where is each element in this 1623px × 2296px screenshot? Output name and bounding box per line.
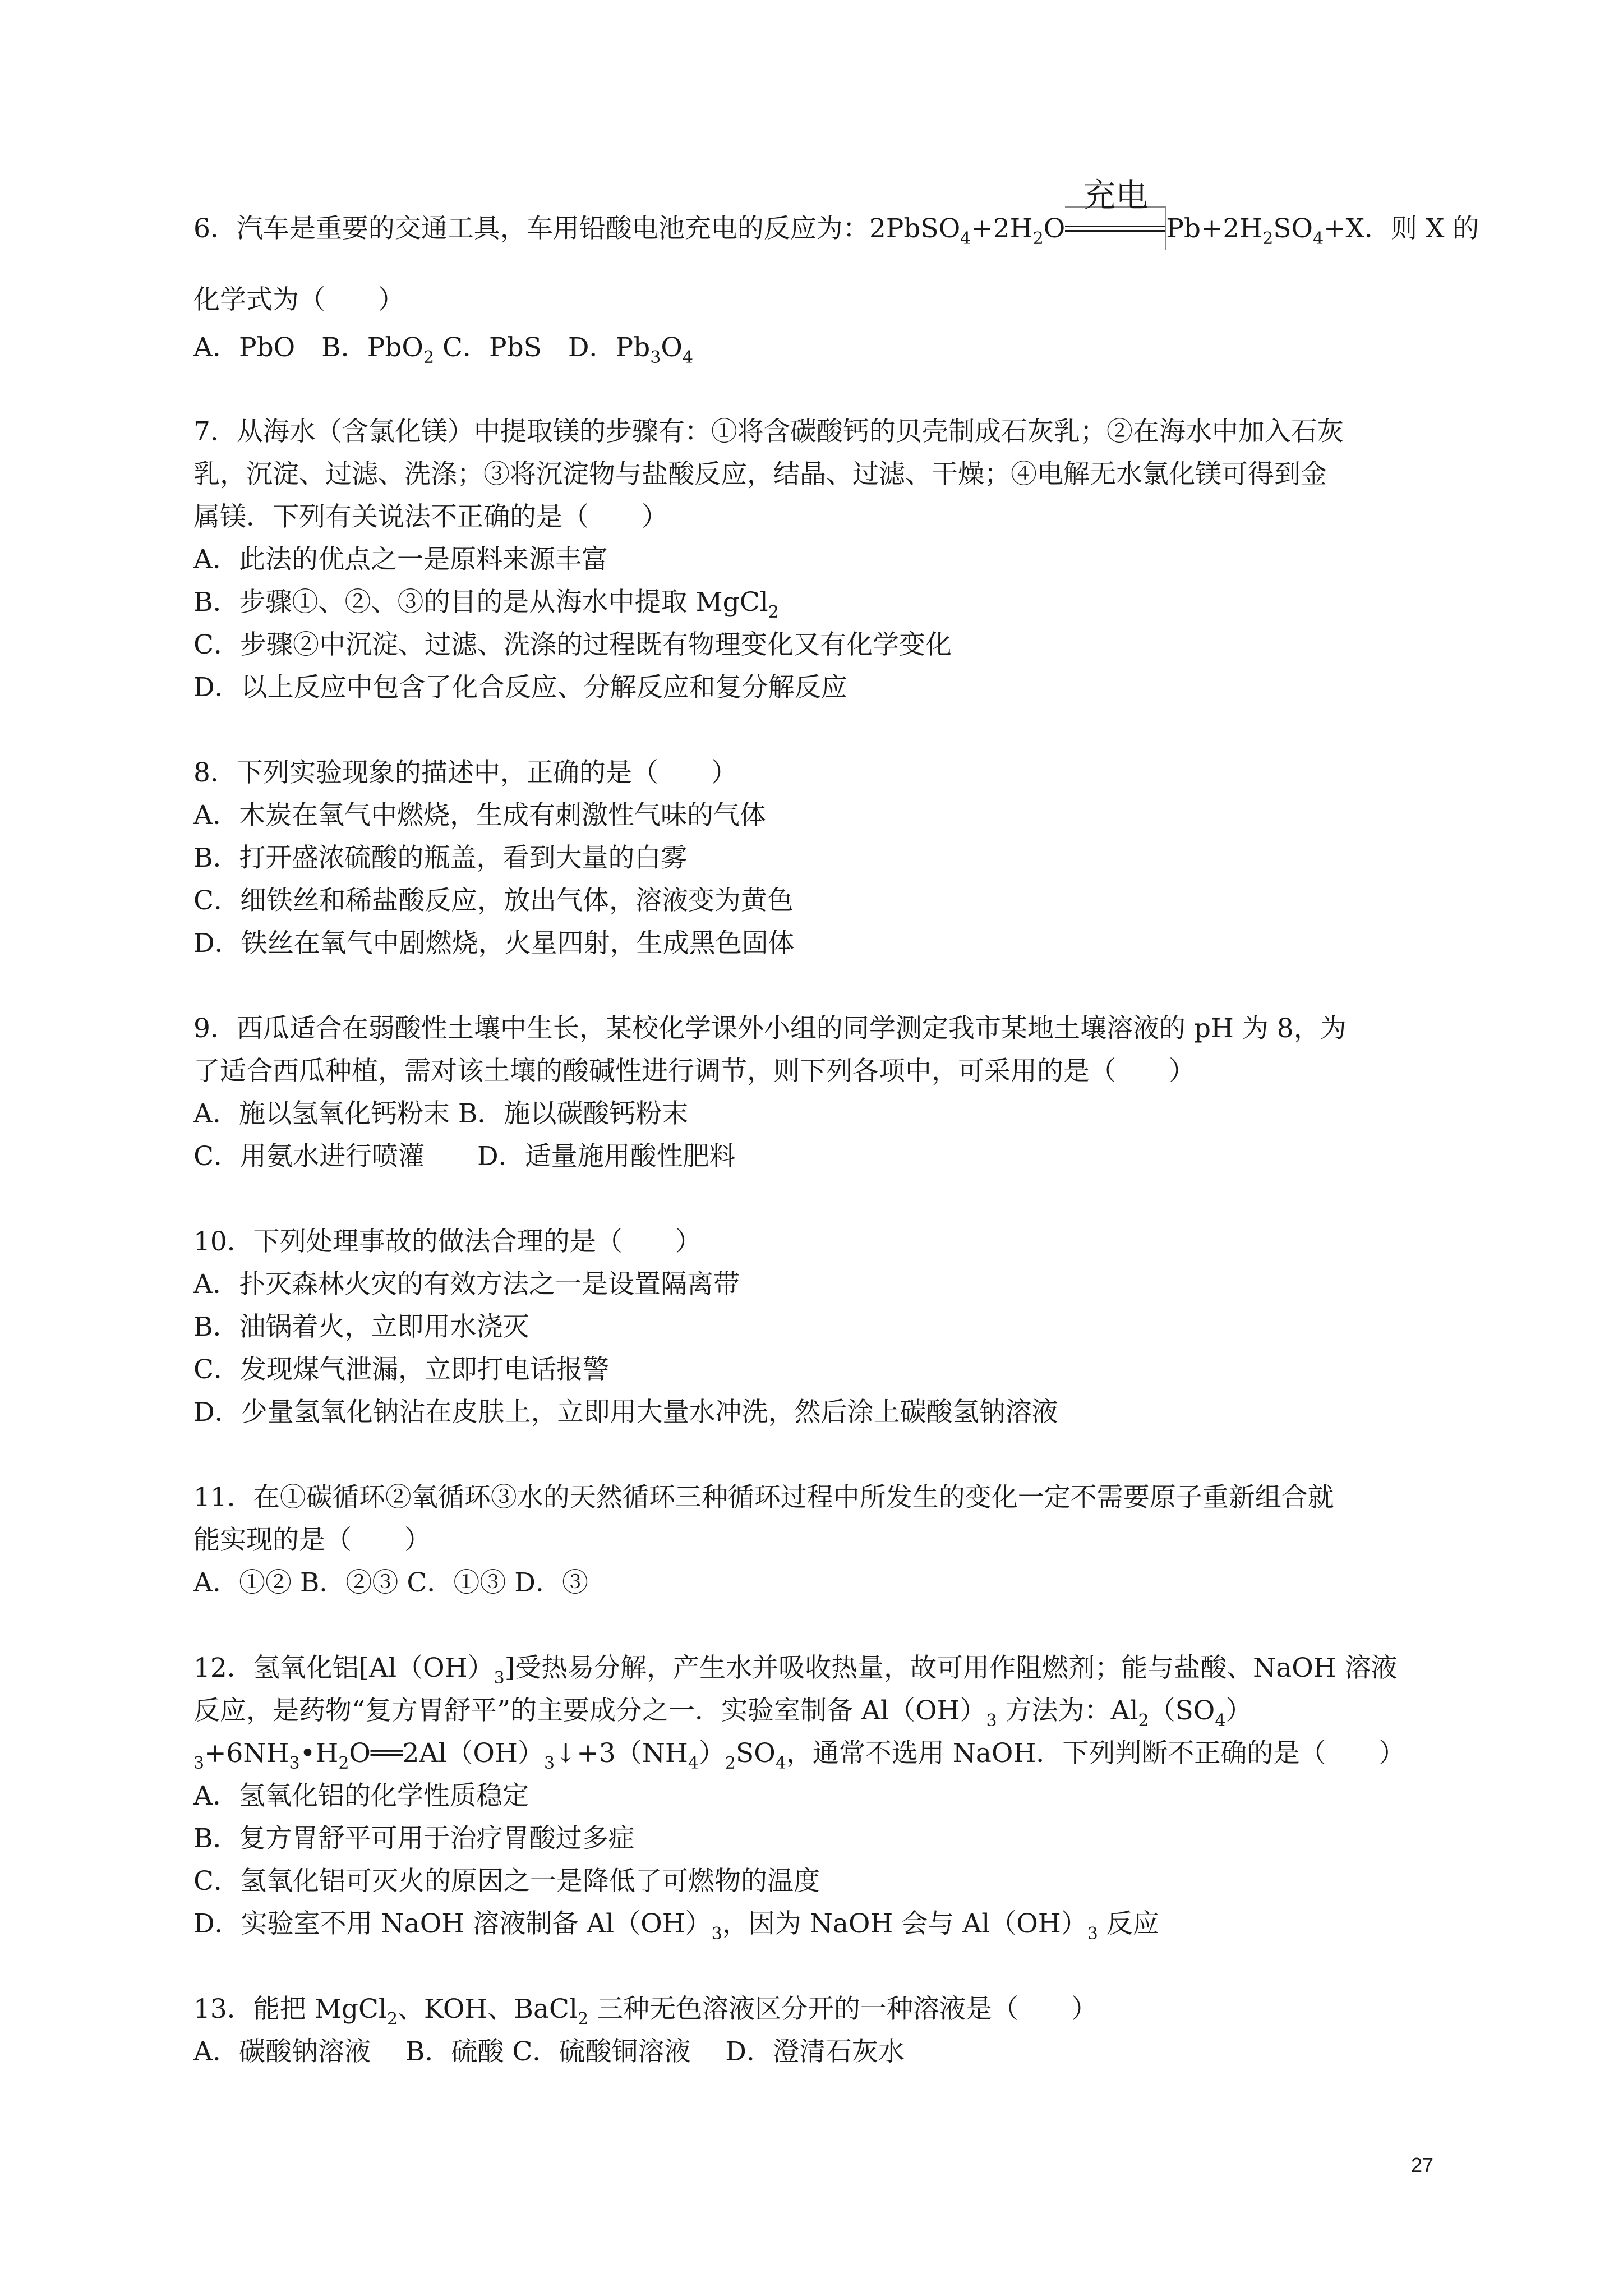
q13-options: A．碳酸钠溶液 B．硫酸 C．硫酸铜溶液 D．澄清石灰水 <box>193 2036 905 2067</box>
reaction-condition-label: 充电 <box>1083 176 1149 214</box>
subscript: 3 <box>494 1668 505 1688</box>
q10-option-c: C．发现煤气泄漏，立即打电话报警 <box>193 1354 609 1385</box>
q13-text: 13．能把 MgCl <box>193 1994 387 2024</box>
q8-option-d: D．铁丝在氧气中剧燃烧，火星四射，生成黑色固体 <box>193 928 795 959</box>
q11-stem-line-2: 能实现的是（ ） <box>193 1525 431 1556</box>
q12-text: 方法为：Al <box>997 1695 1138 1726</box>
q8-option-a: A．木炭在氧气中燃烧，生成有刺激性气味的气体 <box>193 800 766 831</box>
q6-option-text: O <box>661 332 683 363</box>
subscript: 3 <box>1087 1924 1098 1944</box>
q10-option-b: B．油锅着火，立即用水浇灭 <box>193 1312 529 1342</box>
subscript: 2 <box>1138 1711 1149 1731</box>
equals-bar-bottom <box>1065 230 1166 232</box>
q13-text: 、KOH、BaCl <box>398 1994 578 2024</box>
q8-option-c: C．细铁丝和稀盐酸反应，放出气体，溶液变为黄色 <box>193 885 794 916</box>
subscript: 3 <box>289 1754 300 1773</box>
equals-bar-top <box>1065 226 1166 227</box>
q9-stem-line-1: 9．西瓜适合在弱酸性土壤中生长，某校化学课外小组的同学测定我市某地土壤溶液的 pH 为 8，为 <box>193 1013 1347 1044</box>
q12-text: •H <box>299 1738 339 1769</box>
q9-options-ab: A．施以氢氧化钙粉末 B．施以碳酸钙粉末 <box>193 1098 689 1129</box>
q12-option-a: A．氢氧化铝的化学性质稳定 <box>193 1780 529 1811</box>
subscript: 2 <box>768 602 779 622</box>
subscript: 4 <box>682 348 693 367</box>
q12-text: ） <box>1225 1695 1252 1726</box>
q6-text: O <box>1043 213 1066 244</box>
subscript: 3 <box>543 1754 555 1773</box>
q8-stem: 8．下列实验现象的描述中，正确的是（ ） <box>193 757 737 788</box>
q6-text: Pb+2H <box>1166 213 1263 244</box>
q13-stem <box>193 1993 1098 2036</box>
q12-option-b: B．复方胃舒平可用于治疗胃酸过多症 <box>193 1823 635 1854</box>
subscript: 4 <box>775 1754 786 1773</box>
subscript: 3 <box>711 1924 722 1944</box>
subscript: 3 <box>650 348 661 367</box>
q11-stem-line-1: 11．在①碳循环②氧循环③水的天然循环三种循环过程中所发生的变化一定不需要原子重新组合就 <box>193 1482 1334 1513</box>
q6-stem-line-2: 化学式为（ ） <box>193 284 404 315</box>
q12-text: ，通常不选用 NaOH．下列判断不正确的是（ ） <box>786 1738 1405 1769</box>
q7-option-d: D．以上反应中包含了化合反应、分解反应和复分解反应 <box>193 672 847 703</box>
q6-text: +X．则 X 的 <box>1324 213 1479 244</box>
q12-option-d-text: 反应 <box>1098 1908 1159 1939</box>
q10-option-a: A．扑灭森林火灾的有效方法之一是设置隔离带 <box>193 1269 740 1300</box>
subscript: 3 <box>986 1711 997 1731</box>
q6-text: 6．汽车是重要的交通工具，车用铅酸电池充电的反应为：2PbSO <box>193 213 961 244</box>
q12-text: ↓+3（NH <box>555 1738 688 1769</box>
q12-text: （SO <box>1149 1695 1215 1726</box>
q6-option-text: A．PbO B．PbO <box>193 332 423 363</box>
q12-text: 12．氢氧化铝[Al（OH） <box>193 1653 494 1683</box>
q12-text: ） <box>698 1738 725 1769</box>
q12-stem-line-3 <box>193 1737 1405 1780</box>
q9-options-cd: C．用氨水进行喷灌 D．适量施用酸性肥料 <box>193 1141 736 1172</box>
subscript: 4 <box>1313 229 1324 249</box>
q7-stem-line-1: 7．从海水（含氯化镁）中提取镁的步骤有：①将含碳酸钙的贝壳制成石灰乳；②在海水中加入石灰 <box>193 416 1344 447</box>
subscript: 4 <box>1215 1711 1226 1731</box>
q12-text: 反应，是药物“复方胃舒平”的主要成分之一．实验室制备 Al（OH） <box>193 1695 986 1726</box>
q12-stem-line-1 <box>193 1651 1398 1695</box>
q6-text: SO <box>1273 213 1313 244</box>
subscript: 4 <box>960 229 971 249</box>
q7-option-b <box>193 586 779 629</box>
subscript: 2 <box>577 2009 589 2029</box>
q6-option-text: C．PbS D．Pb <box>434 332 651 363</box>
subscript: 2 <box>386 2009 398 2029</box>
q11-options: A．①② B．②③ C．①③ D．③ <box>193 1567 588 1598</box>
subscript: 2 <box>423 348 435 367</box>
q12-text: SO <box>736 1738 776 1769</box>
q12-text: O══2Al（OH） <box>349 1738 544 1769</box>
q12-stem-line-2 <box>193 1694 1252 1738</box>
reaction-condition-arrow <box>1065 176 1166 246</box>
q12-text: +6NH <box>204 1738 289 1769</box>
page-number: 27 <box>1411 2154 1434 2177</box>
subscript: 2 <box>1032 229 1044 249</box>
q13-text: 三种无色溶液区分开的一种溶液是（ ） <box>588 1994 1098 2024</box>
q12-text: ]受热易分解，产生水并吸收热量，故可用作阻燃剂；能与盐酸、NaOH 溶液 <box>504 1653 1398 1683</box>
q7-option-c: C．步骤②中沉淀、过滤、洗涤的过程既有物理变化又有化学变化 <box>193 629 952 660</box>
q7-option-b-text: B．步骤①、②、③的目的是从海水中提取 MgCl <box>193 587 768 618</box>
subscript: 2 <box>338 1754 349 1773</box>
subscript: 2 <box>725 1754 736 1773</box>
q12-option-d-text: ，因为 NaOH 会与 Al（OH） <box>722 1908 1087 1939</box>
q6-stem-line-1 <box>193 176 1479 256</box>
q10-stem: 10．下列处理事故的做法合理的是（ ） <box>193 1226 702 1257</box>
q7-option-a: A．此法的优点之一是原料来源丰富 <box>193 544 608 575</box>
q8-option-b: B．打开盛浓硫酸的瓶盖，看到大量的白雾 <box>193 843 688 873</box>
q7-stem-line-2: 乳，沉淀、过滤、洗涤；③将沉淀物与盐酸反应，结晶、过滤、干燥；④电解无水氯化镁可得到金 <box>193 459 1327 490</box>
subscript: 2 <box>1262 229 1274 249</box>
subscript: 4 <box>688 1754 699 1773</box>
q6-text: +2H <box>971 213 1033 244</box>
q12-option-c: C．氢氧化铝可灭火的原因之一是降低了可燃物的温度 <box>193 1866 820 1897</box>
q6-options <box>193 331 693 375</box>
subscript: 3 <box>193 1754 205 1773</box>
condition-box-side <box>1165 208 1166 250</box>
q12-option-d-text: D．实验室不用 NaOH 溶液制备 Al（OH） <box>193 1908 712 1939</box>
q7-stem-line-3: 属镁．下列有关说法不正确的是（ ） <box>193 501 668 532</box>
q10-option-d: D．少量氢氧化钠沾在皮肤上，立即用大量水冲洗，然后涂上碳酸氢钠溶液 <box>193 1397 1058 1428</box>
q12-option-d <box>193 1907 1159 1951</box>
q9-stem-line-2: 了适合西瓜种植，需对该土壤的酸碱性进行调节，则下列各项中，可采用的是（ ） <box>193 1056 1195 1087</box>
